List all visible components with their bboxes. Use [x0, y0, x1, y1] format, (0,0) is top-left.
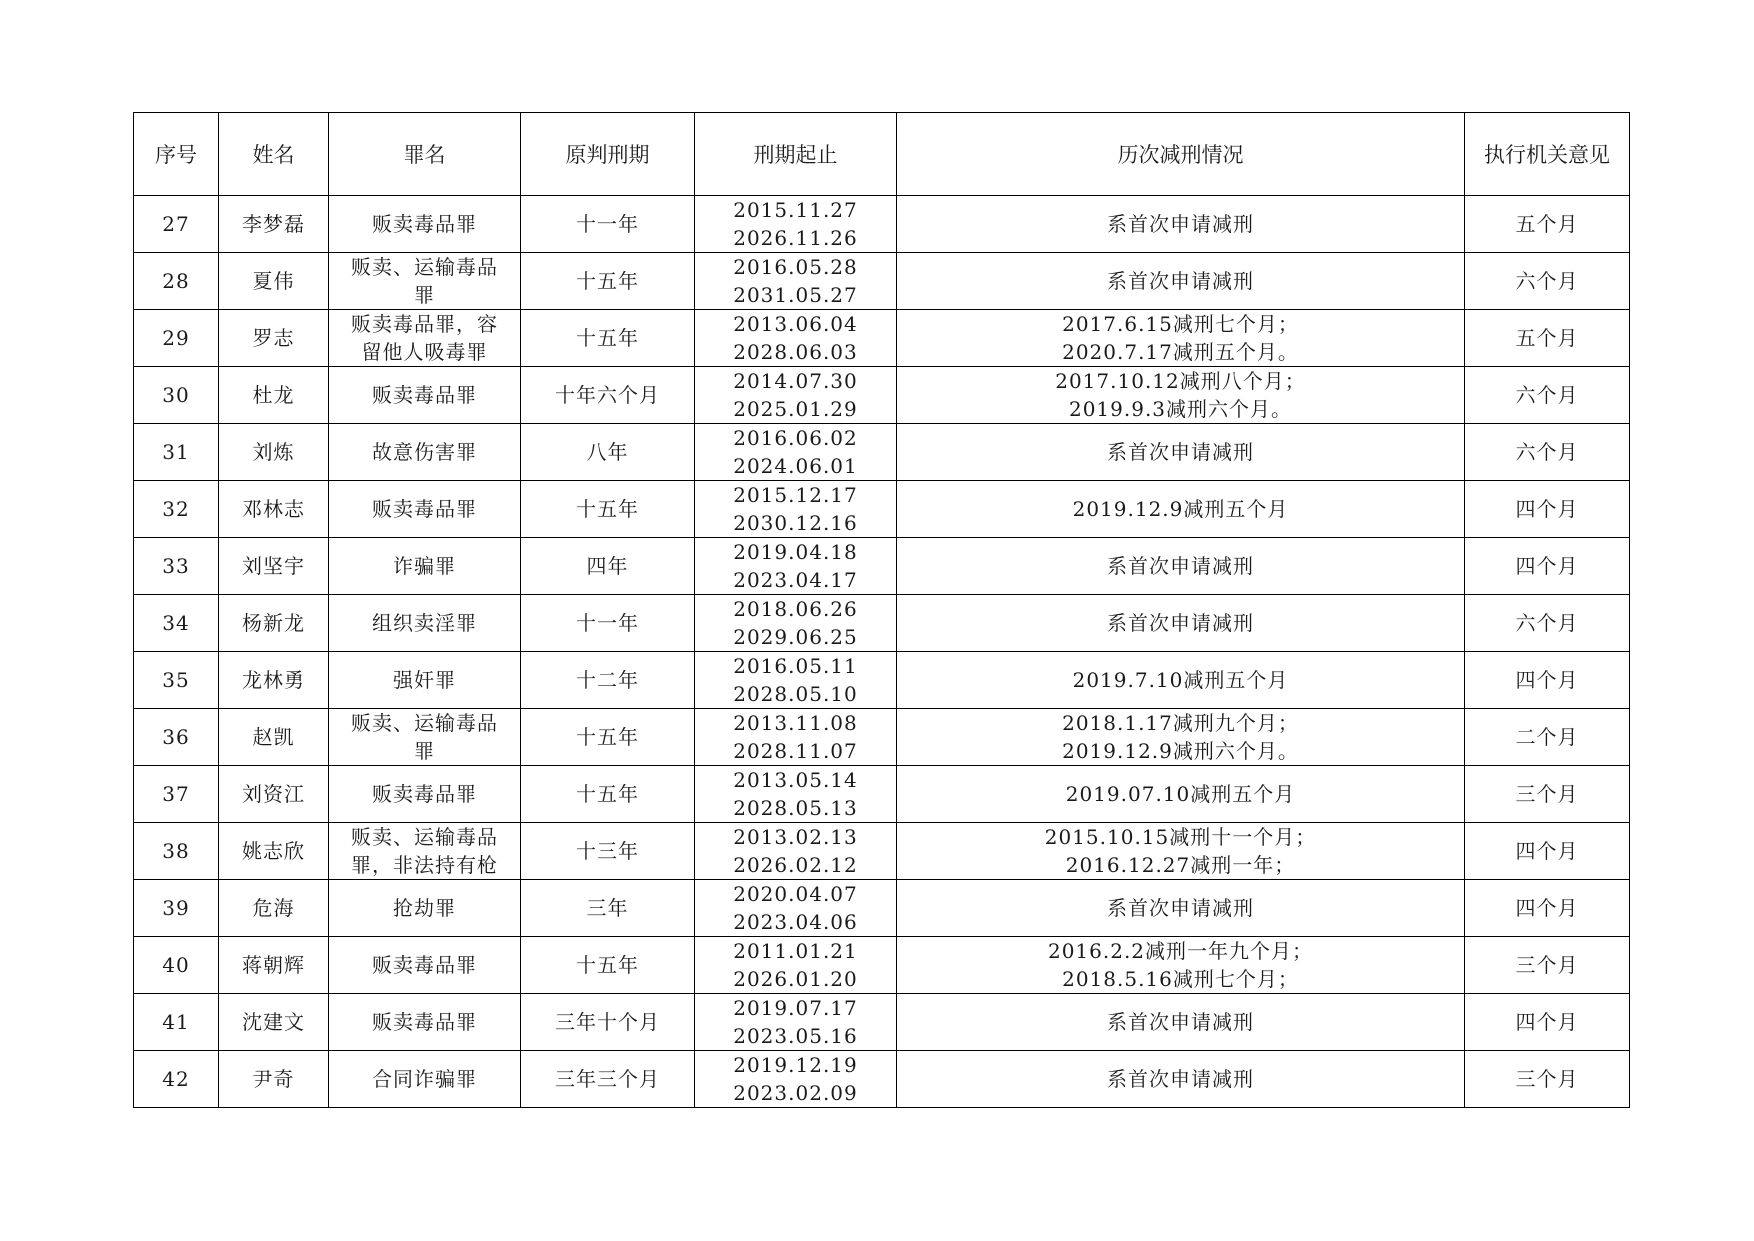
cell-seq: 42 [134, 1051, 219, 1108]
cell-period-line: 2023.02.09 [733, 1081, 858, 1105]
cell-name: 刘资江 [219, 766, 329, 823]
cell-sentence: 十五年 [521, 766, 695, 823]
cell-seq: 40 [134, 937, 219, 994]
cell-sentence: 三年十个月 [521, 994, 695, 1051]
cell-history [897, 424, 1465, 481]
cell-history-line: 系首次申请减刑 [1107, 1067, 1254, 1091]
cell-opinion: 四个月 [1465, 880, 1630, 937]
cell-period-line: 2026.11.26 [733, 226, 858, 250]
cell-opinion: 六个月 [1465, 595, 1630, 652]
cell-period-line: 2028.06.03 [733, 340, 858, 364]
cell-period-line: 2028.05.10 [733, 682, 858, 706]
cell-history-line: 系首次申请减刑 [1107, 212, 1254, 236]
cell-history [897, 994, 1465, 1051]
cell-name: 李梦磊 [219, 196, 329, 253]
cell-history-line: 2019.12.9减刑五个月 [1072, 497, 1289, 521]
cell-opinion: 四个月 [1465, 652, 1630, 709]
cell-history [897, 937, 1465, 994]
cell-history-line: 系首次申请减刑 [1107, 1010, 1254, 1034]
cell-sentence: 十五年 [521, 253, 695, 310]
cell-history-line: 系首次申请减刑 [1107, 896, 1254, 920]
cell-name: 蒋朝辉 [219, 937, 329, 994]
cell-history-line: 2018.1.17减刑九个月； [1062, 711, 1299, 735]
cell-sentence: 十五年 [521, 481, 695, 538]
cell-history [897, 595, 1465, 652]
cell-crime-line: 贩卖毒品罪，容 [351, 312, 498, 336]
cell-period-line: 2018.06.26 [733, 597, 858, 621]
cell-history-line: 2019.9.3减刑六个月。 [1068, 397, 1293, 421]
cell-history-line: 2018.5.16减刑七个月； [1062, 967, 1299, 991]
cell-crime [329, 1051, 521, 1108]
cell-crime-line: 贩卖、运输毒品 [351, 825, 498, 849]
cell-history-line: 系首次申请减刑 [1107, 269, 1254, 293]
cell-period-line: 2026.02.12 [733, 853, 858, 877]
header-history: 历次减刑情况 [897, 113, 1465, 196]
cell-name: 赵凯 [219, 709, 329, 766]
cell-opinion: 五个月 [1465, 196, 1630, 253]
cell-sentence: 三年 [521, 880, 695, 937]
cell-history-line: 2017.10.12减刑八个月； [1055, 369, 1306, 393]
cell-opinion: 三个月 [1465, 1051, 1630, 1108]
table-row [134, 880, 1630, 937]
cell-history-line: 2019.12.9减刑六个月。 [1062, 739, 1299, 763]
cell-crime-line: 强奸罪 [393, 668, 456, 692]
cell-crime [329, 766, 521, 823]
cell-period-line: 2019.04.18 [733, 540, 858, 564]
cell-period [695, 937, 897, 994]
table-row [134, 595, 1630, 652]
header-opinion: 执行机关意见 [1465, 113, 1630, 196]
cell-sentence: 十五年 [521, 310, 695, 367]
cell-history [897, 652, 1465, 709]
cell-period-line: 2019.12.19 [733, 1053, 858, 1077]
cell-seq: 33 [134, 538, 219, 595]
cell-period-line: 2016.06.02 [733, 426, 858, 450]
cell-period [695, 994, 897, 1051]
cell-seq: 30 [134, 367, 219, 424]
cell-sentence: 十二年 [521, 652, 695, 709]
cell-period-line: 2016.05.28 [733, 255, 858, 279]
cell-name: 龙林勇 [219, 652, 329, 709]
cell-crime-line: 罪 [414, 283, 435, 307]
cell-period-line: 2015.12.17 [733, 483, 858, 507]
header-name: 姓名 [219, 113, 329, 196]
cell-crime [329, 709, 521, 766]
cell-seq: 34 [134, 595, 219, 652]
cell-opinion: 六个月 [1465, 367, 1630, 424]
cell-crime-line: 贩卖、运输毒品 [351, 255, 498, 279]
cell-sentence: 十一年 [521, 595, 695, 652]
table-row [134, 424, 1630, 481]
cell-history [897, 880, 1465, 937]
cell-opinion: 三个月 [1465, 937, 1630, 994]
cell-crime-line: 贩卖毒品罪 [372, 497, 477, 521]
cell-crime-line: 诈骗罪 [393, 554, 456, 578]
cell-history [897, 196, 1465, 253]
cell-history [897, 253, 1465, 310]
cell-crime-line: 贩卖毒品罪 [372, 212, 477, 236]
table-row [134, 367, 1630, 424]
cell-period [695, 196, 897, 253]
cell-period [695, 766, 897, 823]
cell-crime [329, 367, 521, 424]
cell-sentence: 十三年 [521, 823, 695, 880]
cell-sentence: 十一年 [521, 196, 695, 253]
cell-crime-line: 贩卖、运输毒品 [351, 711, 498, 735]
cell-period-line: 2013.02.13 [733, 825, 858, 849]
cell-period-line: 2016.05.11 [733, 654, 858, 678]
cell-period-line: 2013.06.04 [733, 312, 858, 336]
cell-opinion: 四个月 [1465, 481, 1630, 538]
cell-period [695, 709, 897, 766]
cell-period-line: 2028.05.13 [733, 796, 858, 820]
cell-seq: 41 [134, 994, 219, 1051]
cell-opinion: 六个月 [1465, 253, 1630, 310]
cell-history-line: 2019.07.10减刑五个月 [1065, 782, 1296, 806]
cell-period [695, 253, 897, 310]
cell-period-line: 2023.05.16 [733, 1024, 858, 1048]
cell-sentence: 四年 [521, 538, 695, 595]
cell-name: 邓林志 [219, 481, 329, 538]
cell-sentence: 十五年 [521, 937, 695, 994]
cell-crime-line: 组织卖淫罪 [372, 611, 477, 635]
cell-name: 罗志 [219, 310, 329, 367]
cell-history [897, 823, 1465, 880]
table-row [134, 766, 1630, 823]
cell-sentence: 十年六个月 [521, 367, 695, 424]
cell-period [695, 367, 897, 424]
table-row [134, 652, 1630, 709]
cell-history [897, 367, 1465, 424]
cell-name: 刘炼 [219, 424, 329, 481]
cell-sentence: 十五年 [521, 709, 695, 766]
cell-history-line: 2016.12.27减刑一年； [1065, 853, 1296, 877]
cell-crime-line: 贩卖毒品罪 [372, 1010, 477, 1034]
cell-name: 沈建文 [219, 994, 329, 1051]
header-crime: 罪名 [329, 113, 521, 196]
cell-crime-line: 合同诈骗罪 [372, 1067, 477, 1091]
cell-crime-line: 故意伤害罪 [372, 440, 477, 464]
cell-period-line: 2013.05.14 [733, 768, 858, 792]
cell-period [695, 310, 897, 367]
cell-crime [329, 538, 521, 595]
cell-seq: 29 [134, 310, 219, 367]
cell-history-line: 2015.10.15减刑十一个月； [1044, 825, 1317, 849]
cell-seq: 35 [134, 652, 219, 709]
cell-seq: 38 [134, 823, 219, 880]
cell-seq: 37 [134, 766, 219, 823]
table-row [134, 253, 1630, 310]
table-row [134, 823, 1630, 880]
cell-crime-line: 罪 [414, 739, 435, 763]
cell-crime-line: 抢劫罪 [393, 896, 456, 920]
commutation-table [133, 112, 1630, 1108]
cell-seq: 27 [134, 196, 219, 253]
cell-crime-line: 罪，非法持有枪 [351, 853, 498, 877]
cell-history-line: 系首次申请减刑 [1107, 611, 1254, 635]
cell-crime [329, 823, 521, 880]
cell-period-line: 2025.01.29 [733, 397, 858, 421]
cell-sentence: 八年 [521, 424, 695, 481]
cell-seq: 39 [134, 880, 219, 937]
cell-history [897, 481, 1465, 538]
cell-period-line: 2030.12.16 [733, 511, 858, 535]
cell-period-line: 2023.04.17 [733, 568, 858, 592]
cell-crime [329, 595, 521, 652]
cell-period-line: 2031.05.27 [733, 283, 858, 307]
table-row [134, 994, 1630, 1051]
cell-period-line: 2026.01.20 [733, 967, 858, 991]
cell-seq: 32 [134, 481, 219, 538]
cell-period-line: 2019.07.17 [733, 996, 858, 1020]
cell-name: 尹奇 [219, 1051, 329, 1108]
cell-period [695, 538, 897, 595]
cell-crime [329, 253, 521, 310]
cell-crime [329, 652, 521, 709]
cell-crime-line: 留他人吸毒罪 [361, 340, 488, 364]
cell-period-line: 2015.11.27 [733, 198, 858, 222]
cell-period-line: 2028.11.07 [733, 739, 858, 763]
table-row [134, 937, 1630, 994]
cell-period-line: 2029.06.25 [733, 625, 858, 649]
header-seq: 序号 [134, 113, 219, 196]
cell-crime [329, 481, 521, 538]
cell-opinion: 三个月 [1465, 766, 1630, 823]
header-period: 刑期起止 [695, 113, 897, 196]
cell-name: 危海 [219, 880, 329, 937]
cell-period [695, 880, 897, 937]
cell-crime [329, 424, 521, 481]
header-sentence: 原判刑期 [521, 113, 695, 196]
header-row [134, 113, 1630, 196]
cell-opinion: 二个月 [1465, 709, 1630, 766]
cell-period-line: 2023.04.06 [733, 910, 858, 934]
cell-opinion: 四个月 [1465, 994, 1630, 1051]
cell-period [695, 652, 897, 709]
cell-sentence: 三年三个月 [521, 1051, 695, 1108]
cell-name: 刘坚宇 [219, 538, 329, 595]
cell-opinion: 四个月 [1465, 538, 1630, 595]
table-row [134, 709, 1630, 766]
cell-period [695, 595, 897, 652]
cell-history [897, 709, 1465, 766]
cell-history-line: 2020.7.17减刑五个月。 [1062, 340, 1299, 364]
table-row [134, 196, 1630, 253]
cell-period-line: 2011.01.21 [733, 939, 858, 963]
cell-history-line: 2019.7.10减刑五个月 [1072, 668, 1289, 692]
cell-period [695, 481, 897, 538]
cell-seq: 28 [134, 253, 219, 310]
table-row [134, 1051, 1630, 1108]
cell-history [897, 1051, 1465, 1108]
table-row [134, 481, 1630, 538]
cell-period-line: 2014.07.30 [733, 369, 858, 393]
cell-history-line: 系首次申请减刑 [1107, 554, 1254, 578]
cell-crime [329, 880, 521, 937]
cell-opinion: 四个月 [1465, 823, 1630, 880]
cell-seq: 36 [134, 709, 219, 766]
cell-opinion: 六个月 [1465, 424, 1630, 481]
cell-name: 杜龙 [219, 367, 329, 424]
cell-period [695, 424, 897, 481]
cell-crime-line: 贩卖毒品罪 [372, 953, 477, 977]
cell-name: 夏伟 [219, 253, 329, 310]
cell-history [897, 538, 1465, 595]
cell-crime [329, 310, 521, 367]
cell-period-line: 2013.11.08 [733, 711, 858, 735]
cell-crime-line: 贩卖毒品罪 [372, 782, 477, 806]
cell-crime [329, 937, 521, 994]
cell-history-line: 2016.2.2减刑一年九个月； [1047, 939, 1314, 963]
cell-opinion: 五个月 [1465, 310, 1630, 367]
table-row [134, 310, 1630, 367]
cell-history-line: 2017.6.15减刑七个月； [1062, 312, 1299, 336]
cell-crime [329, 196, 521, 253]
cell-seq: 31 [134, 424, 219, 481]
cell-crime [329, 994, 521, 1051]
cell-history-line: 系首次申请减刑 [1107, 440, 1254, 464]
cell-crime-line: 贩卖毒品罪 [372, 383, 477, 407]
table-body [134, 196, 1630, 1108]
cell-name: 姚志欣 [219, 823, 329, 880]
cell-history [897, 310, 1465, 367]
cell-name: 杨新龙 [219, 595, 329, 652]
cell-period-line: 2024.06.01 [733, 454, 858, 478]
cell-period [695, 823, 897, 880]
cell-period [695, 1051, 897, 1108]
table-row [134, 538, 1630, 595]
cell-period-line: 2020.04.07 [733, 882, 858, 906]
cell-history [897, 766, 1465, 823]
